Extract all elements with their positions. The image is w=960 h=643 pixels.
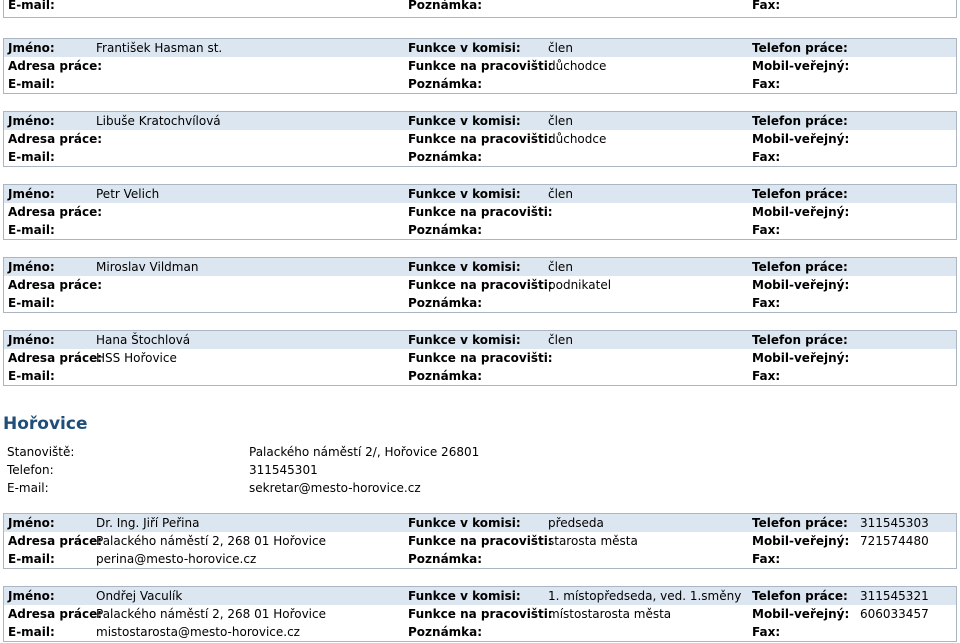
member-phone: 311545321	[860, 589, 929, 603]
phone-label: Telefon práce:	[752, 187, 848, 201]
member-name: Miroslav Vildman	[96, 260, 199, 274]
card-row-email	[4, 550, 956, 568]
card-row-email	[4, 0, 956, 14]
mobile-label: Mobil-veřejný:	[752, 534, 850, 548]
phone-label: Telefon práce:	[752, 333, 848, 347]
address-label: Adresa práce:	[8, 59, 103, 73]
note-label: Poznámka:	[408, 369, 483, 383]
member-email[interactable]: mistostarosta@mesto-horovice.cz	[96, 625, 300, 639]
member-mobile: 721574480	[860, 534, 929, 548]
telefon-value: 311545301	[249, 463, 318, 477]
card-row-name	[4, 39, 956, 57]
member-job: důchodce	[548, 59, 607, 73]
city-email-label: E-mail:	[7, 481, 49, 495]
member-email[interactable]: perina@mesto-horovice.cz	[96, 552, 257, 566]
email-label: E-mail:	[8, 77, 55, 91]
member-card	[3, 330, 957, 386]
card-row-name	[4, 587, 956, 605]
role-label: Funkce v komisi:	[408, 187, 521, 201]
address-label: Adresa práce:	[8, 205, 103, 219]
note-label: Poznámka:	[408, 552, 483, 566]
role-label: Funkce v komisi:	[408, 260, 521, 274]
job-label: Funkce na pracovišti:	[408, 534, 553, 548]
card-row-email	[4, 623, 956, 641]
city-title: Hořovice	[3, 414, 88, 434]
phone-label: Telefon práce:	[752, 41, 848, 55]
city-email-value[interactable]: sekretar@mesto-horovice.cz	[249, 481, 421, 495]
address-label: Adresa práce:	[8, 278, 103, 292]
member-address: Palackého náměstí 2, 268 01 Hořovice	[96, 534, 326, 548]
member-address: Palackého náměstí 2, 268 01 Hořovice	[96, 607, 326, 621]
card-row-address	[4, 605, 956, 623]
note-label: Poznámka:	[408, 150, 483, 164]
member-card	[3, 257, 957, 313]
member-address: HSS Hořovice	[96, 351, 177, 365]
name-label: Jméno:	[8, 516, 55, 530]
note-label: Poznámka:	[408, 77, 483, 91]
mobile-label: Mobil-veřejný:	[752, 59, 850, 73]
member-mobile: 606033457	[860, 607, 929, 621]
member-role: předseda	[548, 516, 604, 530]
card-row-email	[4, 75, 956, 93]
address-label: Adresa práce:	[8, 132, 103, 146]
role-label: Funkce v komisi:	[408, 516, 521, 530]
name-label: Jméno:	[8, 333, 55, 347]
job-label: Funkce na pracovišti:	[408, 607, 553, 621]
job-label: Funkce na pracovišti:	[408, 59, 553, 73]
card-row-email	[4, 148, 956, 166]
phone-label: Telefon práce:	[752, 589, 848, 603]
job-label: Funkce na pracovišti:	[408, 278, 553, 292]
member-job: místostarosta města	[548, 607, 672, 621]
card-row-address	[4, 349, 956, 367]
member-job: podnikatel	[548, 278, 612, 292]
fax-label: Fax:	[752, 77, 781, 91]
name-label: Jméno:	[8, 260, 55, 274]
member-job: důchodce	[548, 132, 607, 146]
card-row-address	[4, 57, 956, 75]
mobile-label: Mobil-veřejný:	[752, 132, 850, 146]
fax-label: Fax:	[752, 296, 781, 310]
card-row-email	[4, 294, 956, 312]
name-label: Jméno:	[8, 41, 55, 55]
member-phone: 311545303	[860, 516, 929, 530]
fax-label: Fax:	[752, 552, 781, 566]
email-label: E-mail:	[8, 0, 55, 12]
role-label: Funkce v komisi:	[408, 41, 521, 55]
role-label: Funkce v komisi:	[408, 589, 521, 603]
member-name: Petr Velich	[96, 187, 160, 201]
member-name: František Hasman st.	[96, 41, 223, 55]
card-row-address	[4, 532, 956, 550]
member-role: 1. místopředseda, ved. 1.směny	[548, 589, 742, 603]
mobile-label: Mobil-veřejný:	[752, 278, 850, 292]
member-role: člen	[548, 114, 573, 128]
member-job: starosta města	[548, 534, 638, 548]
card-row-name	[4, 112, 956, 130]
note-label: Poznámka:	[408, 223, 483, 237]
card-row-name	[4, 185, 956, 203]
card-row-address	[4, 130, 956, 148]
role-label: Funkce v komisi:	[408, 114, 521, 128]
mobile-label: Mobil-veřejný:	[752, 351, 850, 365]
card-row-email	[4, 221, 956, 239]
member-name: Ondřej Vaculík	[96, 589, 183, 603]
email-label: E-mail:	[8, 223, 55, 237]
address-label: Adresa práce:	[8, 351, 103, 365]
member-card	[3, 38, 957, 94]
job-label: Funkce na pracovišti:	[408, 205, 553, 219]
email-label: E-mail:	[8, 369, 55, 383]
member-role: člen	[548, 41, 573, 55]
member-card	[3, 111, 957, 167]
name-label: Jméno:	[8, 114, 55, 128]
member-card	[3, 513, 957, 569]
card-row-address	[4, 276, 956, 294]
address-label: Adresa práce:	[8, 534, 103, 548]
card-row-name	[4, 258, 956, 276]
note-label: Poznámka:	[408, 296, 483, 310]
address-label: Adresa práce:	[8, 607, 103, 621]
email-label: E-mail:	[8, 552, 55, 566]
job-label: Funkce na pracovišti:	[408, 132, 553, 146]
member-name: Dr. Ing. Jiří Peřina	[96, 516, 200, 530]
stanoviste-value: Palackého náměstí 2/, Hořovice 26801	[249, 445, 480, 459]
member-card-partial	[3, 0, 957, 18]
phone-label: Telefon práce:	[752, 516, 848, 530]
name-label: Jméno:	[8, 589, 55, 603]
card-row-address	[4, 203, 956, 221]
name-label: Jméno:	[8, 187, 55, 201]
card-row-email	[4, 367, 956, 385]
note-label: Poznámka:	[408, 0, 483, 12]
fax-label: Fax:	[752, 223, 781, 237]
fax-label: Fax:	[752, 369, 781, 383]
fax-label: Fax:	[752, 150, 781, 164]
member-name: Hana Štochlová	[96, 333, 191, 347]
email-label: E-mail:	[8, 150, 55, 164]
member-card	[3, 586, 957, 642]
fax-label: Fax:	[752, 625, 781, 639]
email-label: E-mail:	[8, 625, 55, 639]
phone-label: Telefon práce:	[752, 114, 848, 128]
member-card	[3, 184, 957, 240]
email-label: E-mail:	[8, 296, 55, 310]
card-row-name	[4, 331, 956, 349]
note-label: Poznámka:	[408, 625, 483, 639]
stanoviste-label: Stanoviště:	[7, 445, 75, 459]
mobile-label: Mobil-veřejný:	[752, 607, 850, 621]
phone-label: Telefon práce:	[752, 260, 848, 274]
mobile-label: Mobil-veřejný:	[752, 205, 850, 219]
role-label: Funkce v komisi:	[408, 333, 521, 347]
telefon-label: Telefon:	[7, 463, 54, 477]
job-label: Funkce na pracovišti:	[408, 351, 553, 365]
member-name: Libuše Kratochvílová	[96, 114, 221, 128]
member-role: člen	[548, 333, 573, 347]
member-role: člen	[548, 187, 573, 201]
member-role: člen	[548, 260, 573, 274]
fax-label: Fax:	[752, 0, 781, 12]
card-row-name	[4, 514, 956, 532]
